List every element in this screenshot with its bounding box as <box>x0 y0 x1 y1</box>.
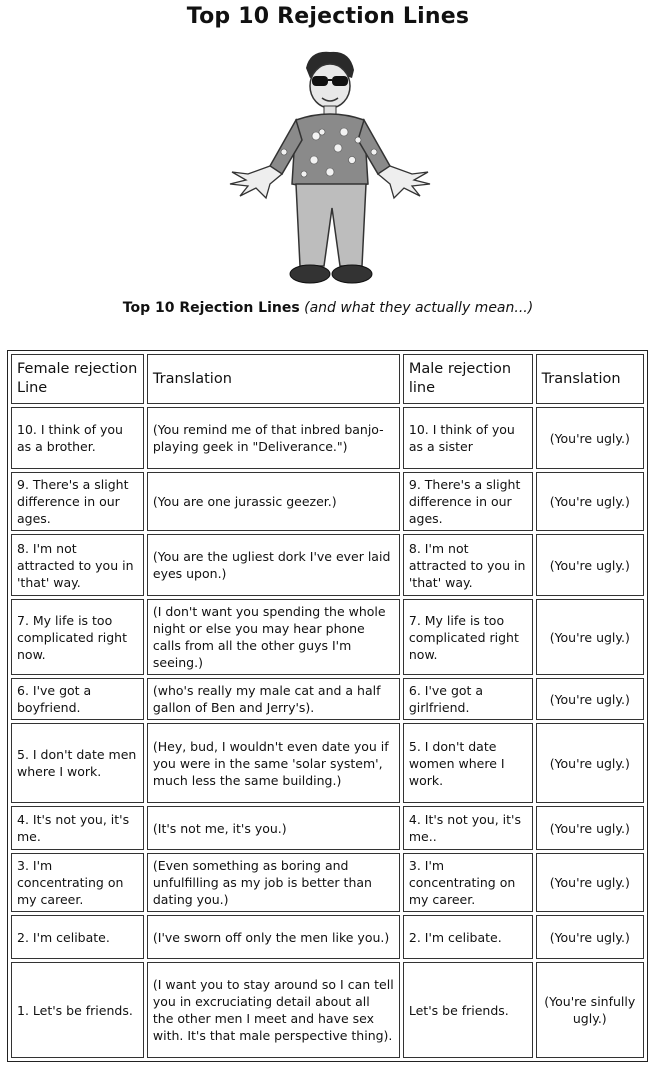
male-line-cell: 7. My life is too complicated right now. <box>403 599 533 675</box>
male-line-cell: 8. I'm not attracted to you in 'that' way. <box>403 534 533 596</box>
female-translation-cell: (I don't want you spending the whole night or else you may hear phone calls from all the other guys I'm seeing.) <box>147 599 400 675</box>
female-line-cell: 3. I'm concentrating on my career. <box>11 853 144 912</box>
male-translation-cell: (You're ugly.) <box>536 723 644 803</box>
caption <box>0 300 656 316</box>
table-row <box>11 962 644 1058</box>
male-translation-cell: (You're sinfully ugly.) <box>536 962 644 1058</box>
male-line-cell: 4. It's not you, it's me.. <box>403 806 533 850</box>
table-row <box>11 915 644 959</box>
female-translation-cell: (I've sworn off only the men like you.) <box>147 915 400 959</box>
female-translation-cell: (You remind me of that inbred banjo-playing geek in "Deliverance.") <box>147 407 400 469</box>
female-line-cell: 2. I'm celibate. <box>11 915 144 959</box>
female-line-cell: 4. It's not you, it's me. <box>11 806 144 850</box>
female-line-cell: 10. I think of you as a brother. <box>11 407 144 469</box>
cartoon-man-illustration <box>218 48 433 296</box>
male-translation-cell: (You're ugly.) <box>536 534 644 596</box>
caption-title: Top 10 Rejection Lines <box>122 300 300 316</box>
male-translation-cell: (You're ugly.) <box>536 407 644 469</box>
male-translation-cell: (You're ugly.) <box>536 599 644 675</box>
male-line-cell: 6. I've got a girlfriend. <box>403 678 533 720</box>
table-row <box>11 678 644 720</box>
header-female-translation: Translation <box>147 354 400 404</box>
table-row <box>11 853 644 912</box>
table-row <box>11 723 644 803</box>
female-line-cell: 8. I'm not attracted to you in 'that' way. <box>11 534 144 596</box>
male-line-cell: 3. I'm concentrating on my career. <box>403 853 533 912</box>
male-line-cell: 9. There's a slight difference in our ages. <box>403 472 533 531</box>
female-translation-cell: (Even something as boring and unfulfilling as my job is better than dating you.) <box>147 853 400 912</box>
table-row <box>11 472 644 531</box>
table-row <box>11 599 644 675</box>
female-line-cell: 1. Let's be friends. <box>11 962 144 1058</box>
male-line-cell: 10. I think of you as a sister <box>403 407 533 469</box>
female-translation-cell: (You are one jurassic geezer.) <box>147 472 400 531</box>
table-row <box>11 806 644 850</box>
male-translation-cell: (You're ugly.) <box>536 853 644 912</box>
rejection-lines-table <box>7 350 648 1062</box>
female-translation-cell: (You are the ugliest dork I've ever laid eyes upon.) <box>147 534 400 596</box>
caption-subtitle: (and what they actually mean...) <box>304 300 534 316</box>
male-line-cell: 5. I don't date women where I work. <box>403 723 533 803</box>
male-translation-cell: (You're ugly.) <box>536 915 644 959</box>
female-line-cell: 9. There's a slight difference in our ages. <box>11 472 144 531</box>
female-translation-cell: (who's really my male cat and a half gallon of Ben and Jerry's). <box>147 678 400 720</box>
header-female-line: Female rejection Line <box>11 354 144 404</box>
female-translation-cell: (I want you to stay around so I can tell you in excruciating detail about all the other men I meet and have sex with. It's that male perspective thing). <box>147 962 400 1058</box>
female-line-cell: 7. My life is too complicated right now. <box>11 599 144 675</box>
male-translation-cell: (You're ugly.) <box>536 806 644 850</box>
female-translation-cell: (Hey, bud, I wouldn't even date you if you were in the same 'solar system', much less the same building.) <box>147 723 400 803</box>
female-translation-cell: (It's not me, it's you.) <box>147 806 400 850</box>
table-row <box>11 534 644 596</box>
page-title: Top 10 Rejection Lines <box>186 4 470 29</box>
female-line-cell: 6. I've got a boyfriend. <box>11 678 144 720</box>
table-row <box>11 407 644 469</box>
male-translation-cell: (You're ugly.) <box>536 472 644 531</box>
table-header-row <box>11 354 644 404</box>
male-line-cell: 2. I'm celibate. <box>403 915 533 959</box>
header-male-translation: Translation <box>536 354 644 404</box>
header-male-line: Male rejection line <box>403 354 533 404</box>
male-translation-cell: (You're ugly.) <box>536 678 644 720</box>
male-line-cell: Let's be friends. <box>403 962 533 1058</box>
female-line-cell: 5. I don't date men where I work. <box>11 723 144 803</box>
